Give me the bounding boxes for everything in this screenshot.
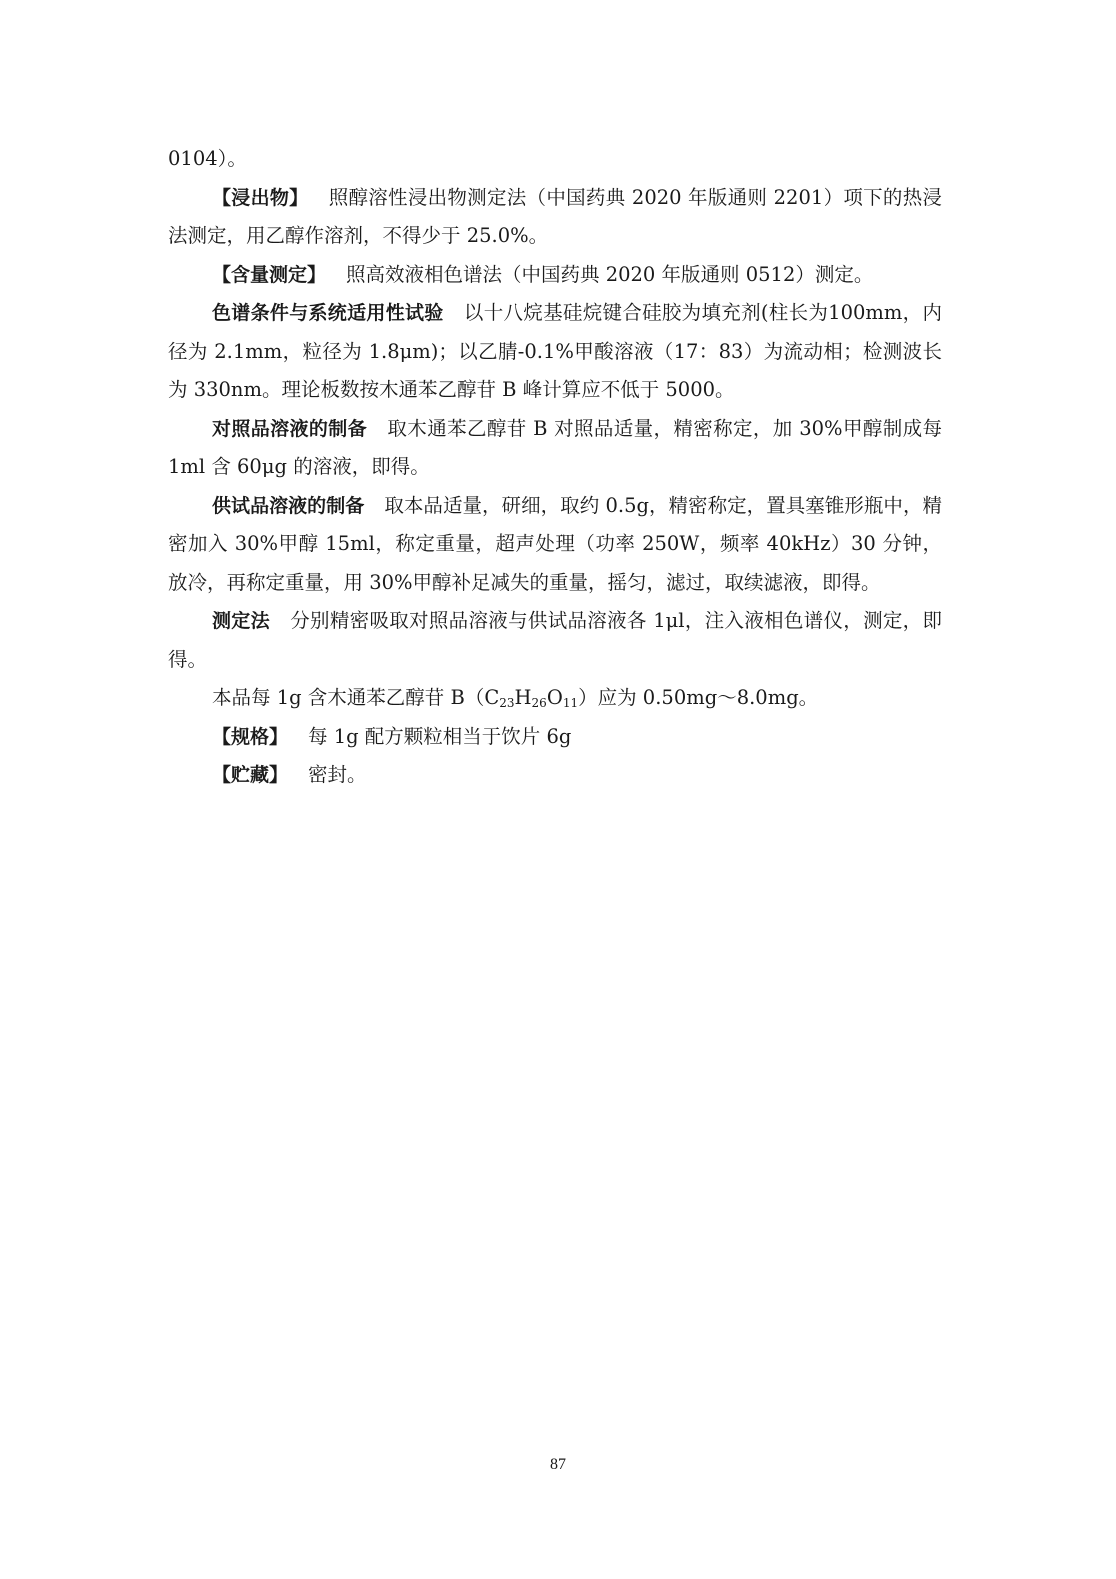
formula-h: H: [514, 686, 532, 709]
document-body: [168, 140, 942, 795]
formula-subscript-c: 23: [499, 696, 515, 710]
chromatography-text: 以十八烷基硅烷键合硅胶为填充剂(柱长为100mm，内径为 2.1mm，粒径为 1.8μm)；以乙腈-0.1%甲酸溶液（17：83）为流动相；检测波长为 330nm。理论板数按木通苯乙醇苷 B 峰计算应不低于 5000。: [168, 301, 942, 401]
continuation-text: 0104）。: [168, 147, 247, 170]
reference-solution-text: 取木通苯乙醇苷 B 对照品适量，精密称定，加 30%甲醇制成每 1ml 含 60μg 的溶液，即得。: [168, 416, 942, 478]
formula-subscript-o: 11: [562, 696, 579, 710]
specification-text: 每 1g 配方颗粒相当于饮片 6g: [308, 724, 572, 748]
method-heading: 测定法: [212, 610, 270, 632]
specification-heading: 【规格】: [212, 725, 289, 748]
chromatography-paragraph: [168, 294, 942, 410]
method-text: 分别精密吸取对照品溶液与供试品溶液各 1μl，注入液相色谱仪，测定，即得。: [168, 609, 942, 671]
test-solution-heading: 供试品溶液的制备: [212, 494, 365, 517]
extract-heading: 【浸出物】: [212, 186, 309, 209]
specification-paragraph: [168, 718, 942, 757]
method-paragraph: [168, 602, 942, 679]
storage-text: 密封。: [308, 763, 367, 786]
chromatography-heading: 色谱条件与系统适用性试验: [212, 302, 444, 324]
assay-heading: 【含量测定】: [212, 263, 327, 286]
reference-solution-heading: 对照品溶液的制备: [212, 417, 368, 440]
assay-paragraph: [168, 256, 942, 295]
reference-solution-paragraph: [168, 410, 942, 487]
formula-o: O: [546, 686, 563, 709]
formula-subscript-h: 26: [531, 696, 547, 710]
extract-text: 照醇溶性浸出物测定法（中国药典 2020 年版通则 2201）项下的热浸法测定，用乙醇作溶剂，不得少于 25.0%。: [168, 185, 942, 247]
storage-heading: 【贮藏】: [212, 764, 289, 786]
continuation-line: [168, 140, 942, 179]
test-solution-paragraph: [168, 487, 942, 603]
page-number: 87: [550, 1456, 566, 1473]
assay-text: 照高效液相色谱法（中国药典 2020 年版通则 0512）测定。: [346, 262, 874, 286]
extract-paragraph: [168, 179, 942, 256]
content-limit-suffix: ）应为 0.50mg～8.0mg。: [578, 686, 819, 709]
content-limit-prefix: 本品每 1g 含木通苯乙醇苷 B（C: [212, 686, 500, 709]
content-limit-paragraph: [168, 679, 942, 718]
storage-paragraph: [168, 756, 942, 795]
test-solution-text: 取本品适量，研细，取约 0.5g，精密称定，置具塞锥形瓶中，精密加入 30%甲醇 15ml，称定重量，超声处理（功率 250W，频率 40kHz）30 分钟，放冷，再称定重量，用 30%甲醇补足减失的重量，摇匀，滤过，取续滤液，即得。: [168, 493, 942, 594]
